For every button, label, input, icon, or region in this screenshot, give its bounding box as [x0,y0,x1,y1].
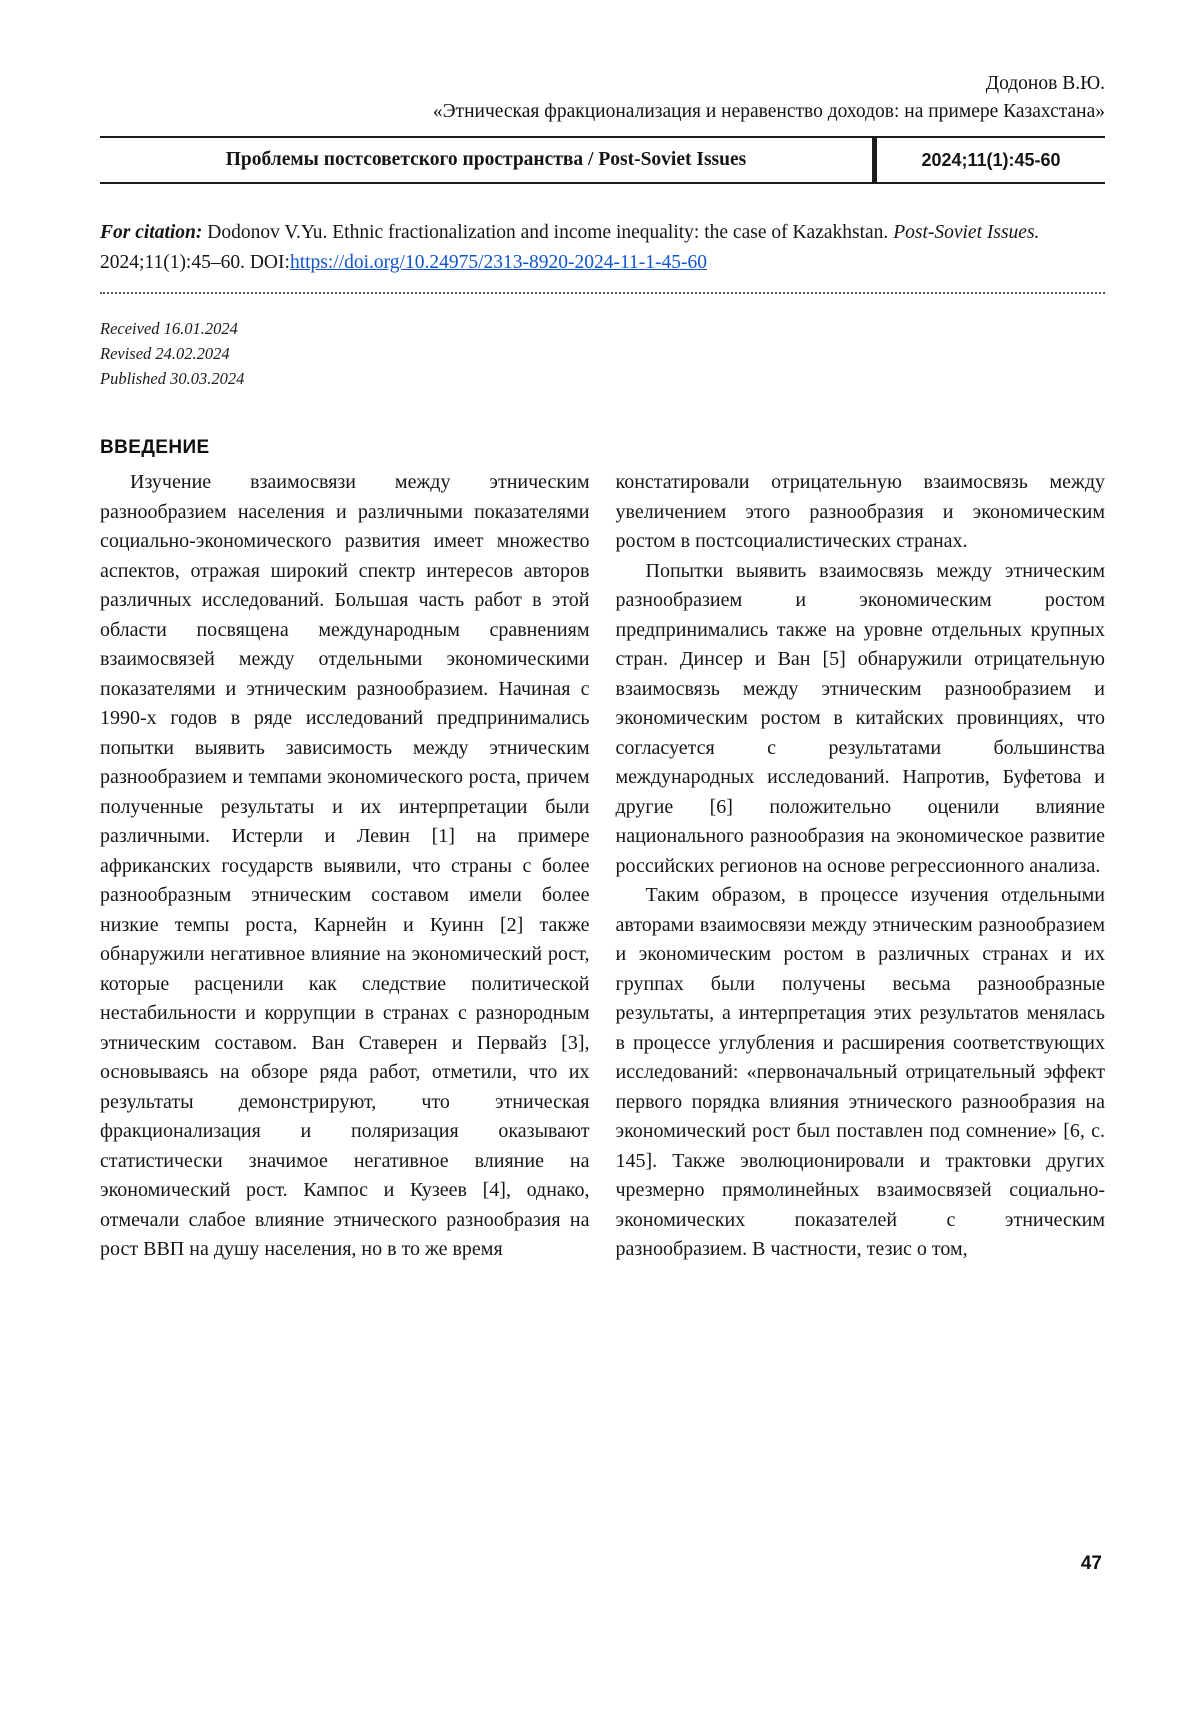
body-paragraph-continuation: констатировали отрицательную взаимосвязь между увеличением этого разнообразия и экономическим ростом в постсоциалистических странах. [615,471,1105,552]
section-heading-introduction: ВВЕДЕНИЕ [100,437,210,458]
received-date: Received 16.01.2024 [100,319,238,338]
right-column [616,468,1106,1265]
page-content [100,0,1105,1265]
doi-link[interactable]: https://doi.org/10.24975/2313-8920-2024-11-1-45-60 [289,251,707,273]
body-paragraph: Изучение взаимосвязи между этническим разнообразием населения и различными показателями социально-экономического развития имеет множество аспектов, отражая широкий спектр интересов авторов различных исследований. Большая часть работ в этой области посвящена международным сравнениям взаимосвязей между отдельными экономическими показателями и этническим разнообразием. Начиная с 1990-х годов в ряде исследований предпринимались попытки выявить зависимость между этническим разнообразием и темпами экономического роста, причем полученные результаты и их интерпретации были различными. Истерли и Левин [1] на примере африканских государств выявили, что страны с более разнообразным этническим составом имели более низкие темпы роста, Карнейн и Куинн [2] также обнаружили негативное влияние на экономический рост, которые расценили как следствие политической нестабильности и коррупции в странах с разнородным этническим составом. Ван Ставерен и Первайз [3], основываясь на обзоре ряда работ, отметили, что их результаты демонстрируют, что этническая фракционализация и поляризация оказывают статистически значимое негативное влияние на экономический рост. Кампос и Кузеев [4], однако, отмечали слабое влияние этнического разнообразия на рост ВВП на душу населения, но в то же время [100,471,590,1260]
journal-name: Проблемы постсоветского пространства / Post-Soviet Issues [225,149,747,170]
running-head-title: «Этническая фракционализация и неравенство доходов: на примере Казахстана» [432,101,1105,122]
journal-issue: 2024;11(1):45-60 [921,149,1061,170]
citation-label: For citation: [100,222,203,243]
page-number: 47 [1080,1553,1102,1574]
dotted-divider [100,292,1105,294]
journal-bar [100,136,1105,184]
published-date: Published 30.03.2024 [100,369,245,388]
revised-date: Revised 24.02.2024 [100,344,230,363]
citation-text-1: Dodonov V.Yu. Ethnic fractionalization and income inequality: the case of Kazakhstan. [202,222,894,243]
left-column [100,468,590,1265]
body-paragraph: Таким образом, в процессе изучения отдельными авторами взаимосвязи между этническим разнообразием и экономическим ростом в различных странах и их группах были получены весьма разнообразные результаты, а интерпретация этих результатов менялась в процессе углубления и расширения соответствующих исследований: «первоначальный отрицательный эффект первого порядка влияния этнического разнообразия на экономический рост был поставлен под сомнение» [6, с. 145]. Также эволюционировали и трактовки других чрезмерно прямолинейных взаимосвязей социально-экономических показателей с этническим разнообразием. В частности, тезис о том, [615,884,1105,1260]
article-dates [100,316,1105,391]
body-paragraph: Попытки выявить взаимосвязь между этническим разнообразием и экономическим ростом предпринимались также на уровне отдельных крупных стран. Динсер и Ван [5] обнаружили отрицательную взаимосвязь между этническим разнообразием и экономическим ростом в китайских провинциях, что согласуется с результатами большинства международных исследований. Напротив, Буфетова и другие [6] положительно оценили влияние национального разнообразия на экономическое развитие российских регионов на основе регрессионного анализа. [615,559,1105,877]
running-head-author: Додонов В.Ю. [985,73,1105,94]
running-head [100,70,1105,126]
citation-text-2: 2024;11(1):45–60. DOI: [100,251,290,273]
citation-journal-title: Post-Soviet Issues. [893,222,1040,243]
citation-block [100,218,1105,277]
two-column-body [100,468,1105,1265]
